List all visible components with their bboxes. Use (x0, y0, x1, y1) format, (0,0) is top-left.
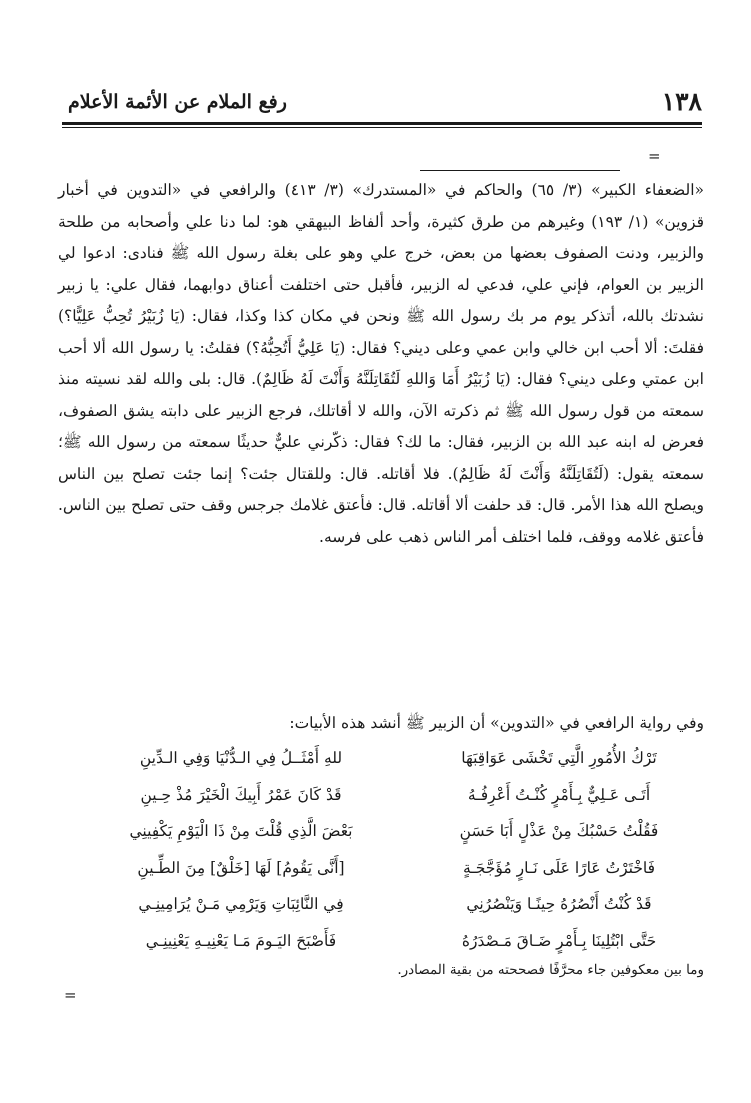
verse-second-half: فَأَصْبَحَ اليَـومَ مَـا يَعْنِيـهِ يَعْنِينِـي (145, 931, 337, 950)
verse-block (100, 740, 700, 959)
verse-second-half: [أَنَّى يَقُومُ] لَهَا [خَلْقٌ] مِنَ الطِّـينِ (137, 858, 345, 877)
verse-line (100, 850, 700, 887)
running-title: رفع الملام عن الأئمة الأعلام (68, 91, 287, 113)
verse-line (100, 813, 700, 850)
verse-line (100, 886, 700, 923)
verse-first-half: فَاخْتَرْتُ عَارًا عَلَى نَـارٍ مُؤَجَّجَـةٍ (462, 858, 656, 877)
continuation-mark-top: = (648, 147, 661, 165)
editor-note: وما بين معكوفين جاء محرَّفًا فصححته من بقية المصادر. (397, 962, 704, 978)
verse-first-half: قَدْ كُنْتُ أَنْصُرُهُ حِينًـا وَيَنْصُرُنِي (466, 895, 652, 914)
verse-first-half: تَرْكُ الأُمُورِ الَّتِي تَخْشَى عَوَاقِبَهَا (461, 749, 657, 768)
verse-second-half: للهِ أَمْثَــلُ فِي الـدُّنْيَا وَفِي الـدِّينِ (139, 749, 343, 768)
verse-line (100, 777, 700, 814)
verse-second-half: قَدْ كَانَ عَمْرُ أَبِيكَ الْخَيْرَ مُذْ حِـينِ (140, 785, 342, 804)
header-rule-thin (62, 127, 702, 128)
continuation-mark-bottom: = (64, 986, 77, 1004)
header-rule-thick (62, 122, 702, 125)
verse-first-half: حَتَّى ابْتُلِينَا بِـأَمْرٍ ضَـاقَ مَـصْدَرُهُ (461, 931, 657, 950)
verse-second-half: بَعْضَ الَّذِي قُلْتَ مِنْ ذَا الْيَوْمِ يَكْفِينِي (129, 822, 353, 841)
verse-second-half: فِي النَّائِبَاتِ وَيَرْمِي مَـنْ يُرَامِينِـي (138, 895, 344, 914)
verse-first-half: أَتَـى عَـلِيٌّ بِـأَمْرٍ كُنْـتُ أَعْرِفُـهُ (467, 785, 651, 804)
footnote-separator-rule (420, 170, 620, 171)
verse-intro: وفي رواية الرافعي في «التدوين» أن الزبير ﷺ أنشد هذه الأبيات: (289, 714, 704, 732)
page-header (62, 82, 702, 122)
footnote-body (58, 175, 704, 553)
verse-first-half: فَقُلْتُ حَسْبُكَ مِنْ عَذْلٍ أَبَا حَسَنٍ (459, 822, 659, 841)
body-paragraph: «الضعفاء الكبير» (٣/ ٦٥) والحاكم في «المستدرك» (٣/ ٤١٣) والرافعي في «التدوين في أخبار قزوين» (١/ ١٩٣) وغيرهم من طرق كثيرة، وأحد ألفاظ البيهقي هو: لما دنا علي وأصحابه من طلحة والزبير، ودنت الصفوف بعضها من بعض، خرج علي وهو على بغلة رسول الله ﷺ فنادى: ادعوا لي الزبير بن العوام، فإني علي، فدعي له الزبير، فأقبل حتى اختلفت أعناق دوابهما، فقال علي: يا زبير نشدتك بالله، أتذكر يوم مر بك رسول الله ﷺ ونحن في مكان كذا وكذا، فقال: (يَا زُبَيْرُ تُحِبُّ عَلِيًّا؟) فقلتَ: ألا أحب ابن خالي وابن عمي وعلى ديني؟ فقال: (يَا عَلِيُّ أَتُحِبُّهُ؟) فقلتُ: يا رسول الله ألا أحب ابن عمتي وعلى ديني؟ فقال: (يَا زُبَيْرُ أَمَا وَاللهِ لَتُقَاتِلَنَّهُ وَأَنْتَ لَهُ ظَالِمٌ). قال: بلى والله لقد نسيته منذ سمعته من قول رسول الله ﷺ ثم ذكرته الآن، والله لا أقاتلك، فرجع الزبير على دابته يشق الصفوف، فعرض له ابنه عبد الله بن الزبير، فقال: ما لك؟ فقال: ذكّرني عليٌّ حديثًا سمعته من رسول الله ﷺ؛ سمعته يقول: (لَتُقَاتِلَنَّهُ وَأَنْتَ لَهُ ظَالِمٌ). فلا أقاتله. قال: وللقتال جئت؟ إنما جئت تصلح بين الناس ويصلح الله هذا الأمر. قال: قد حلفت ألا أقاتله. قال: فأعتق غلامك جرجس وقف حتى تصلح بين الناس. فأعتق غلامه ووقف، فلما اختلف أمر الناس ذهب على فرسه. (58, 181, 704, 546)
page-number: ١٣٨ (661, 87, 702, 116)
verse-line (100, 923, 700, 960)
verse-line (100, 740, 700, 777)
